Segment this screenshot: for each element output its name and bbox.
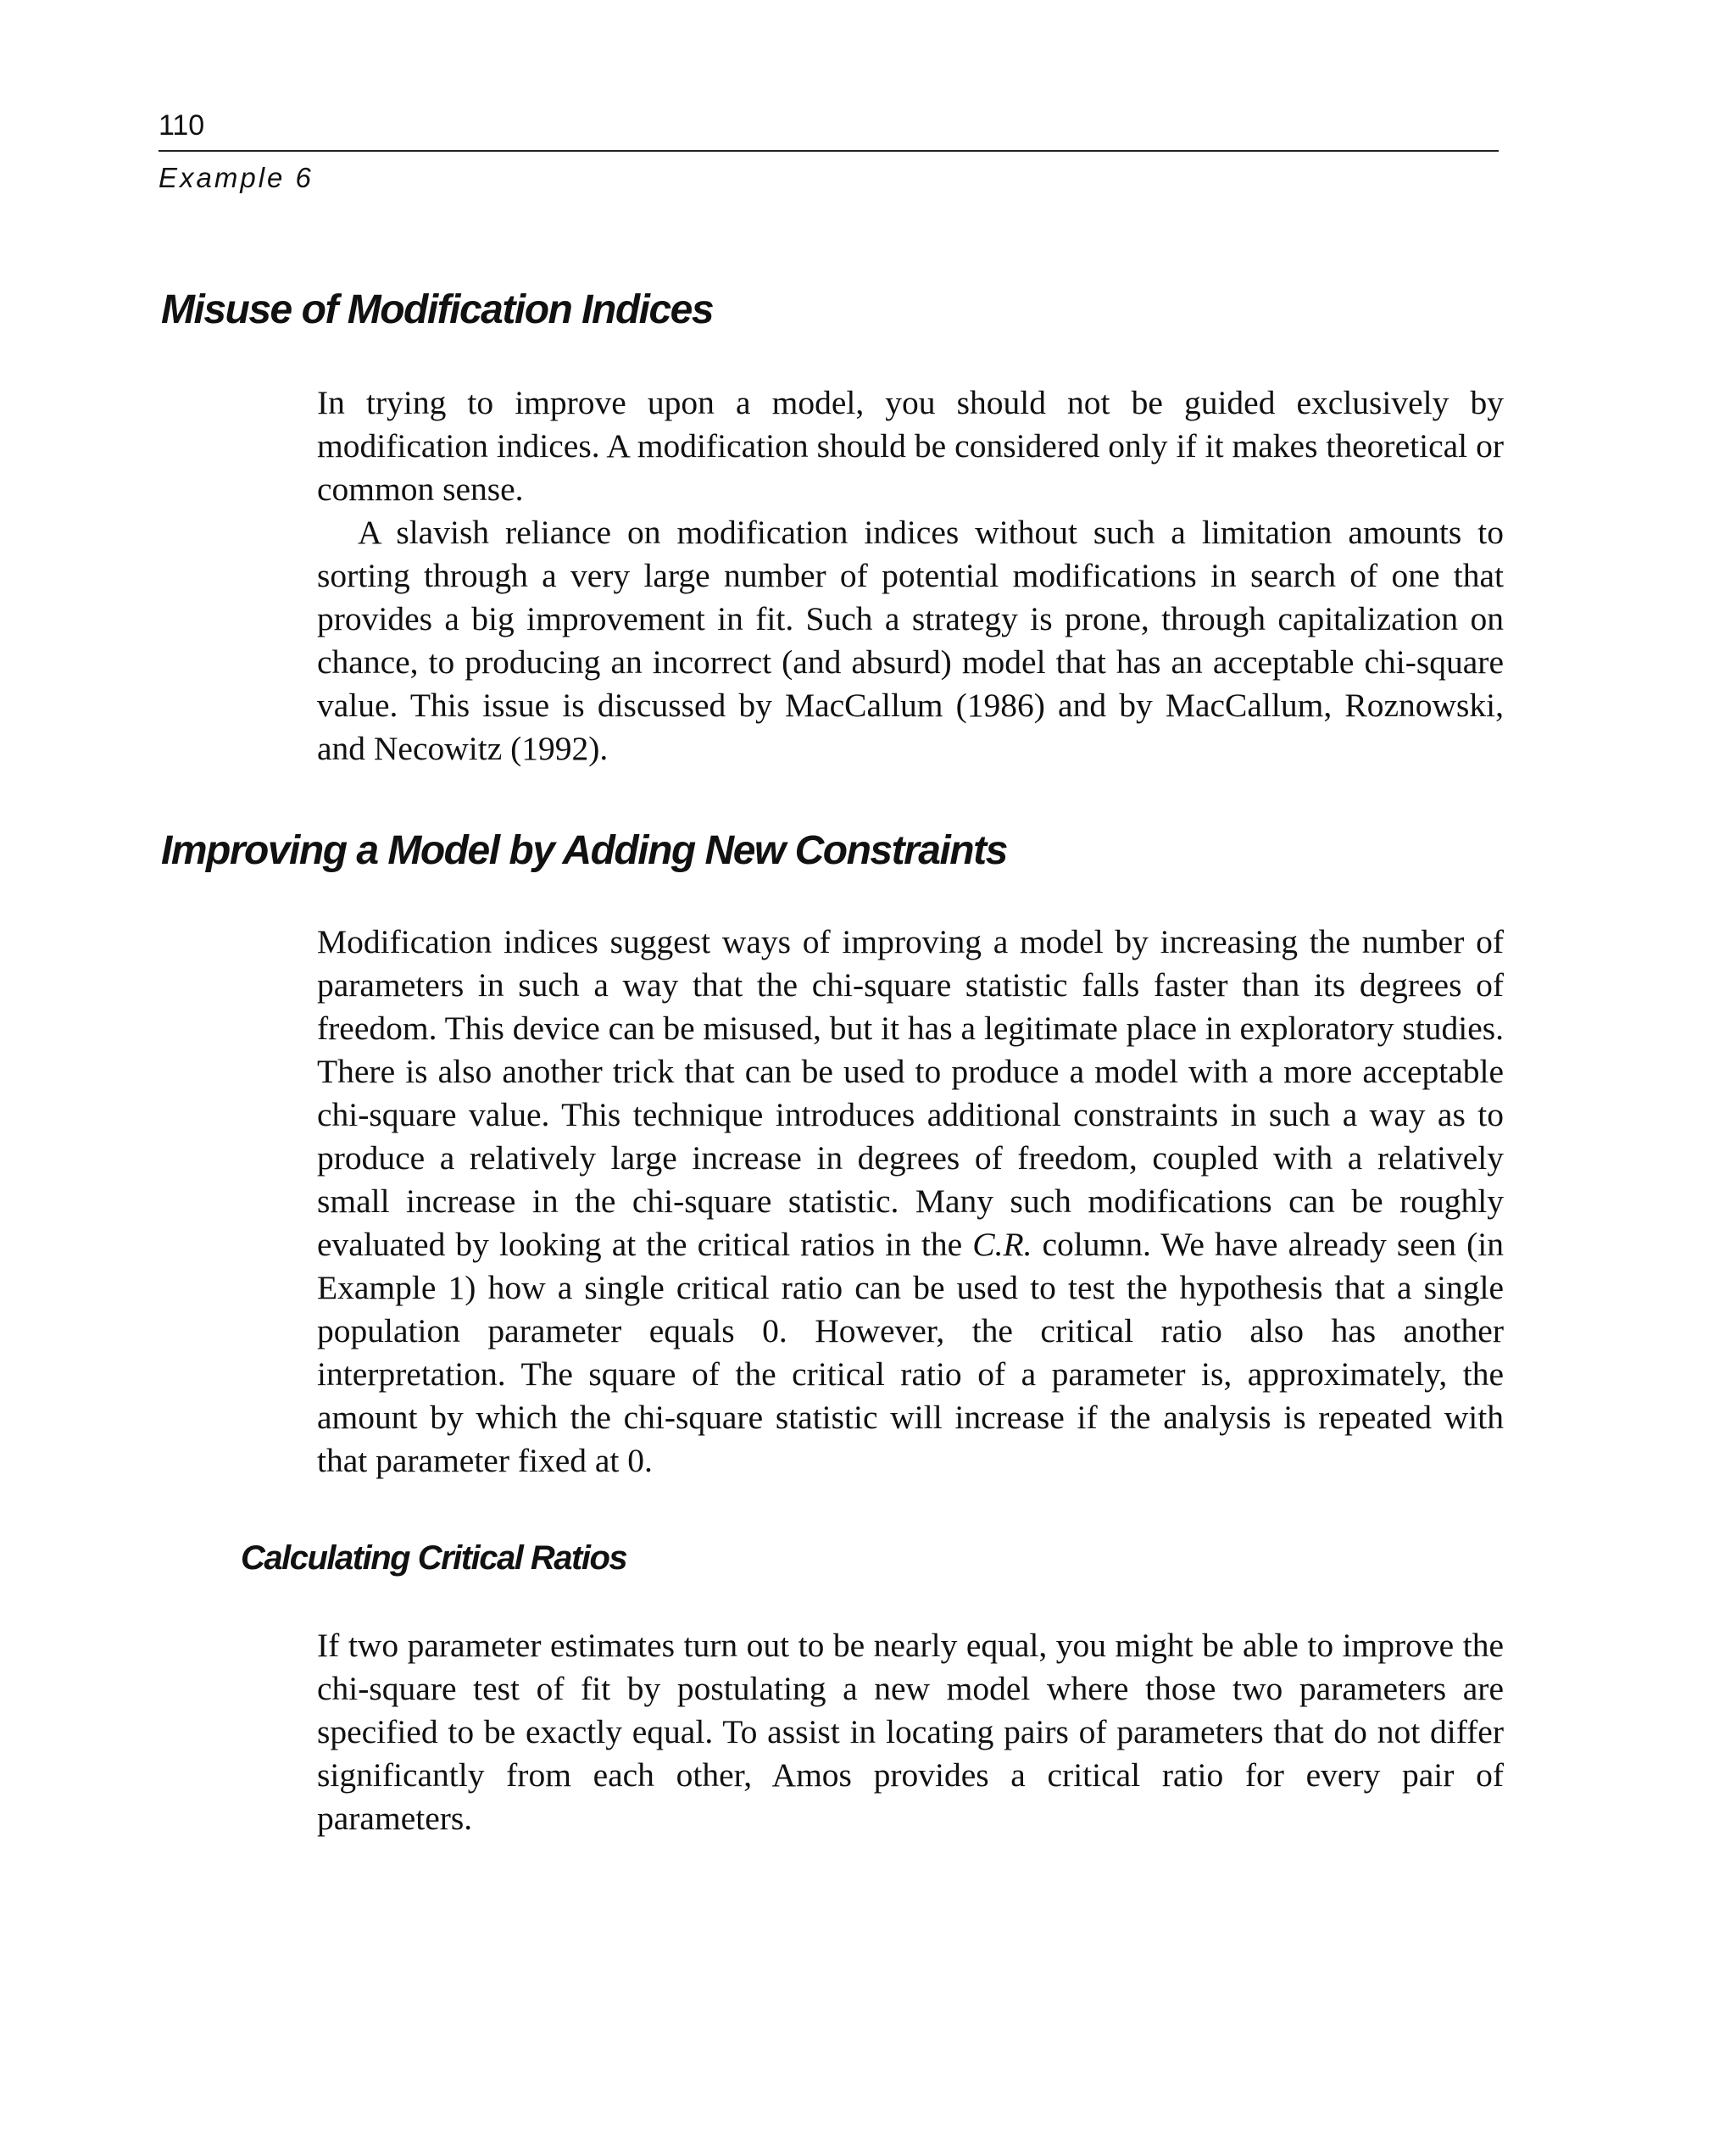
page-number: 110	[159, 109, 205, 142]
section-title-improving: Improving a Model by Adding New Constraints	[161, 828, 1007, 873]
running-head: Example 6	[159, 162, 314, 193]
paragraph: If two parameter estimates turn out to be nearly equal, you might be able to improve the chi-square test of fit by postulating a new model where those two parameters are specified to be exactly equal. To assist in locating pairs of parameters that do not differ significantly from each other, Amos provides a critical ratio for every pair of parameters.	[317, 1627, 1504, 1837]
paragraph: A slavish reliance on modification indices without such a limitation amounts to sorting through a very large number of potential modifications in search of one that provides a big improvement in fit. Such a strategy is prone, through capitalization on chance, to producing an incorrect (and absurd) model that has an acceptable chi-square value. This issue is discussed by MacCallum (1986) and by MacCallum, Roznowski, and Necowitz (1992).	[317, 514, 1504, 767]
section-body-misuse	[317, 381, 1504, 771]
section-body-calculating	[317, 1624, 1504, 1840]
paragraph	[317, 921, 1504, 1483]
subsection-title-calculating: Calculating Critical Ratios	[241, 1539, 627, 1577]
header-rule	[159, 150, 1499, 152]
paragraph-text: column. We have already seen (in Example 1) how a single critical ratio can be used to test the hypothesis that a single population parameter equals 0. However, the critical ratio also has another interpretation. The square of the critical ratio of a parameter is, approximately, the amount by which the chi-square statistic will increase if the analysis is repeated with that parameter fixed at 0.	[317, 1226, 1504, 1479]
section-body-improving	[317, 921, 1504, 1483]
cr-column-term: C.R.	[972, 1226, 1032, 1263]
paragraph-text: Modification indices suggest ways of improving a model by increasing the number of parameters in such a way that the chi-square statistic falls faster than its degrees of freedom. This device can be misused, but it has a legitimate place in exploratory studies. There is also another trick that can be used to produce a model with a more acceptable chi-square value. This technique introduces additional constraints in such a way as to produce a relatively large increase in degrees of freedom, coupled with a relatively small increase in the chi-square statistic. Many such modifications can be roughly evaluated by looking at the critical ratios in the	[317, 923, 1505, 1263]
section-title-misuse: Misuse of Modification Indices	[161, 287, 714, 332]
paragraph: In trying to improve upon a model, you should not be guided exclusively by modification indices. A modification should be considered only if it makes theoretical or common sense.	[317, 384, 1504, 508]
